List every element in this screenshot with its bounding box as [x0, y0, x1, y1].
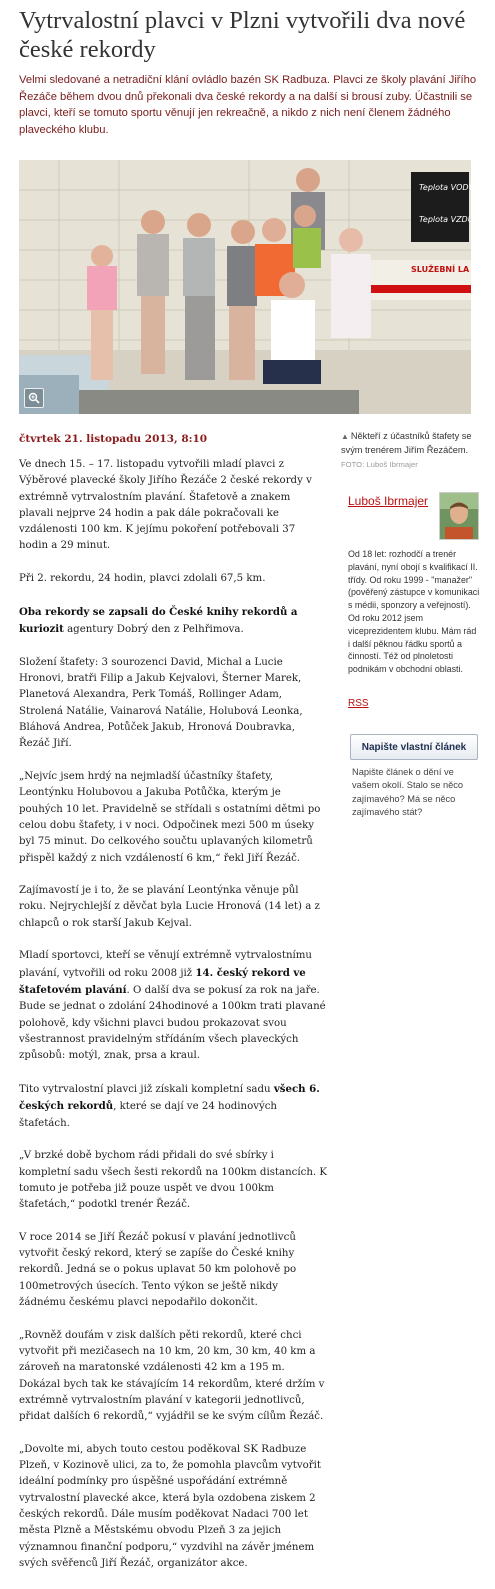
- article-paragraph: [19, 571, 327, 587]
- paragraph-text: , které se dají ve 24 hodinových štafetách.: [19, 1101, 277, 1129]
- paragraph-text: Složení štafety: 3 sourozenci David, Michal a Lucie Hronovi, bratři Filip a Jakub Kejvalovi, Šterner Marek, Planetová Alexandra, Perk Tomáš, Rollinger Adam, Strolená Natálie, Vainarová Natálie, Holubová Leonka, Bláhová Andrea, Potůček Jakub, Hronová Doubravka, Řezáč Jiří.: [19, 656, 303, 750]
- paragraph-text: V roce 2014 se Jiří Řezáč pokusí v plavání jednotlivců vytvořit český rekord, který se zapíše do České knihy rekordů. Jedná se o pokus uplavat 50 km polohově po 100metrových úsecích. Tento výkon se ještě nikdy žádnému českému plavci nepodařilo dokončit.: [19, 1231, 297, 1308]
- paragraph-text: „V brzké době bychom rádi přidali do své sbírky i kompletní sadu všech šesti rekordů na 100km distancích. K tomuto je potřeba již pouze uspět ve dvou 100km štafetách,“ podotkl trenér Řezáč.: [19, 1150, 327, 1211]
- paragraph-text: Při 2. rekordu, 24 hodin, plavci zdolali 67,5 km.: [19, 573, 266, 585]
- article-paragraph: [19, 1230, 327, 1311]
- paragraph-text: „Rovněž doufám v zisk dalších pěti rekordů, které chci vytvořit při mezičasech na 10 km, 20 km, 30 km, 40 km a zároveň na maratonské vzdálenosti 42 km a 195 m. Dokázal bych tak ke stávajícím 14 rekordům, které držím v extrémně vytrvalostním plavání v kategorii jednotlivců, přidat dalších 6 rekordů,“ vyjádřil se ke svým cílům Řezáč.: [19, 1329, 325, 1423]
- article-paragraph: [19, 604, 327, 639]
- author-avatar[interactable]: [439, 492, 479, 540]
- article-paragraph: [19, 769, 327, 867]
- article-paragraph: [19, 948, 327, 1064]
- paragraph-text: „Nejvíc jsem hrdý na nejmladší účastníky štafety, Leontýnku Holubovou a Jakuba Potůčka, kterým je pouhých 10 let. Pravidelně se střídali s ostatními dětmi po celou dobu štafety, i v noci. Odpočinek mezi 500 m úseky byl 75 minut. Do celkového součtu uplavaných kilometrů přispěl každý z nich vzdáleností 6 km,“ řekl Jiří Řezáč.: [19, 771, 321, 864]
- article-body: [19, 457, 327, 1589]
- article-paragraph: [19, 1442, 327, 1572]
- paragraph-text: Mladí sportovci, kteří se věnují extrémně vytrvalostnímu plavání, vytvořili od roku 2008 již: [19, 950, 312, 979]
- author-name-link[interactable]: Luboš Ibrmajer: [348, 494, 429, 508]
- article-paragraph: [19, 1148, 327, 1213]
- paragraph-text: Ve dnech 15. – 17. listopadu vytvořili mladí plavci z Výběrové plavecké školy Jiřího Řezáče 2 české rekordy v extrémně vytrvalostním plavání. Štafetově a znakem plavali nejprve 24 hodin a pak dále pokračovali ke vzdálenosti 100 km. K jejímu pokoření potřebovali 37 hodin a 29 minut.: [19, 459, 312, 552]
- article-paragraph: [19, 1328, 327, 1426]
- paragraph-text: Tito vytrvalostní plavci již získali kompletní sadu: [19, 1083, 274, 1095]
- write-article-button[interactable]: Napište vlastní článek: [350, 734, 478, 760]
- author-bio: Od 18 let: rozhodčí a trenér plavání, nyní obojí s kvalifikací II. třídy. Od roku 1999 - "manažer" (pověřený zástupce v komunikaci s médii, sponzory a veřejností). Od roku 2012 jsem viceprezidentem klubu. Mám rád i další pěknou řádku sportů a činností. Též od plnoletosti podnikám v obchodní oblasti.: [348, 549, 480, 675]
- paragraph-text: . O další dva se pokusí za rok na jaře. Bude se jednat o zdolání 24hodinové a 100km trati plavané polohově, kdy všichni plavci budou prokazovat svou všestrannost pravidelným střídáním všech plaveckých způsobů: motýl, znak, prsa a kraul.: [19, 985, 326, 1062]
- magnifier-glyph: [28, 392, 40, 404]
- author-avatar-image: [440, 493, 478, 539]
- article-paragraph: [19, 883, 327, 932]
- triangle-up-icon: ▲: [341, 432, 349, 441]
- article-title: Vytrvalostní plavci v Plzni vytvořili dva nové české rekordy: [19, 7, 466, 63]
- emphasis-text: všech 6. českých rekordů: [19, 1082, 320, 1113]
- rss-link[interactable]: RSS: [348, 698, 369, 709]
- photo-caption: [341, 430, 481, 472]
- emphasis-text: 14. český rekord ve štafetovém plavání: [19, 966, 306, 997]
- article-paragraph: [19, 655, 327, 753]
- sign-water-temp: Teplota VODY: [419, 183, 474, 192]
- article-date: čtvrtek 21. listopadu 2013, 8:10: [19, 433, 208, 445]
- paragraph-text: Zajímavostí je i to, že se plavání Leontýnka věnuje půl roku. Nejrychlejší z děvčat byla Lucie Hronová (14 let) a z chlapců o rok starší Jakub Kejval.: [19, 885, 320, 929]
- emphasis-text: Oba rekordy se zapsali do České knihy rekordů a kuriozit: [19, 605, 298, 636]
- photo-credit: FOTO: Luboš Ibrmajer: [341, 460, 418, 469]
- photo-caption-text: Někteří z účastníků štafety se svým trenérem Jiřím Řezáčem.: [341, 431, 472, 455]
- zoom-icon[interactable]: [24, 388, 44, 408]
- sign-staff: SLUŽEBNÍ LA: [411, 265, 470, 274]
- photo-illustration: [19, 160, 492, 414]
- article-paragraph: [19, 457, 327, 555]
- article-photo[interactable]: [19, 160, 492, 414]
- article-perex: Velmi sledované a netradiční klání ovládlo bazén SK Radbuza. Plavci ze školy plavání Jiřího Řezáče během dvou dnů překonali dva české rekordy a na další si brousí zuby. Účastnili se plavci, kteří se tomuto sportu věnují jen rekreačně, a nikdo z nich není členem žádného plaveckého klubu.: [19, 74, 477, 136]
- paragraph-text: „Dovolte mi, abych touto cestou poděkoval SK Radbuze Plzeň, v Kozinově ulici, za to, že pomohla plavcům vytvořit ideální podmínky pro úspěšné uspořádání extrémně vytrvalostní plavecké akce, která byla ozdobena ziskem 2 českých rekordů. Dále musím poděkovat Nadaci 700 let města Plzně a Městskému obvodu Plzeň 3 za jejich významnou finanční podporu,“ vyzdvihl na závěr jménem svých svěřenců Jiří Řezáč, organizátor akce.: [19, 1443, 321, 1569]
- paragraph-text: agentury Dobrý den z Pelhřimova.: [63, 624, 244, 636]
- sign-air-temp: Teplota VZDUCHU: [419, 215, 492, 224]
- article-paragraph: [19, 1081, 327, 1132]
- write-article-text: Napište článek o dění ve vašem okolí. Stalo se něco zajímavého? Má se něco zajímavého stát?: [352, 767, 464, 818]
